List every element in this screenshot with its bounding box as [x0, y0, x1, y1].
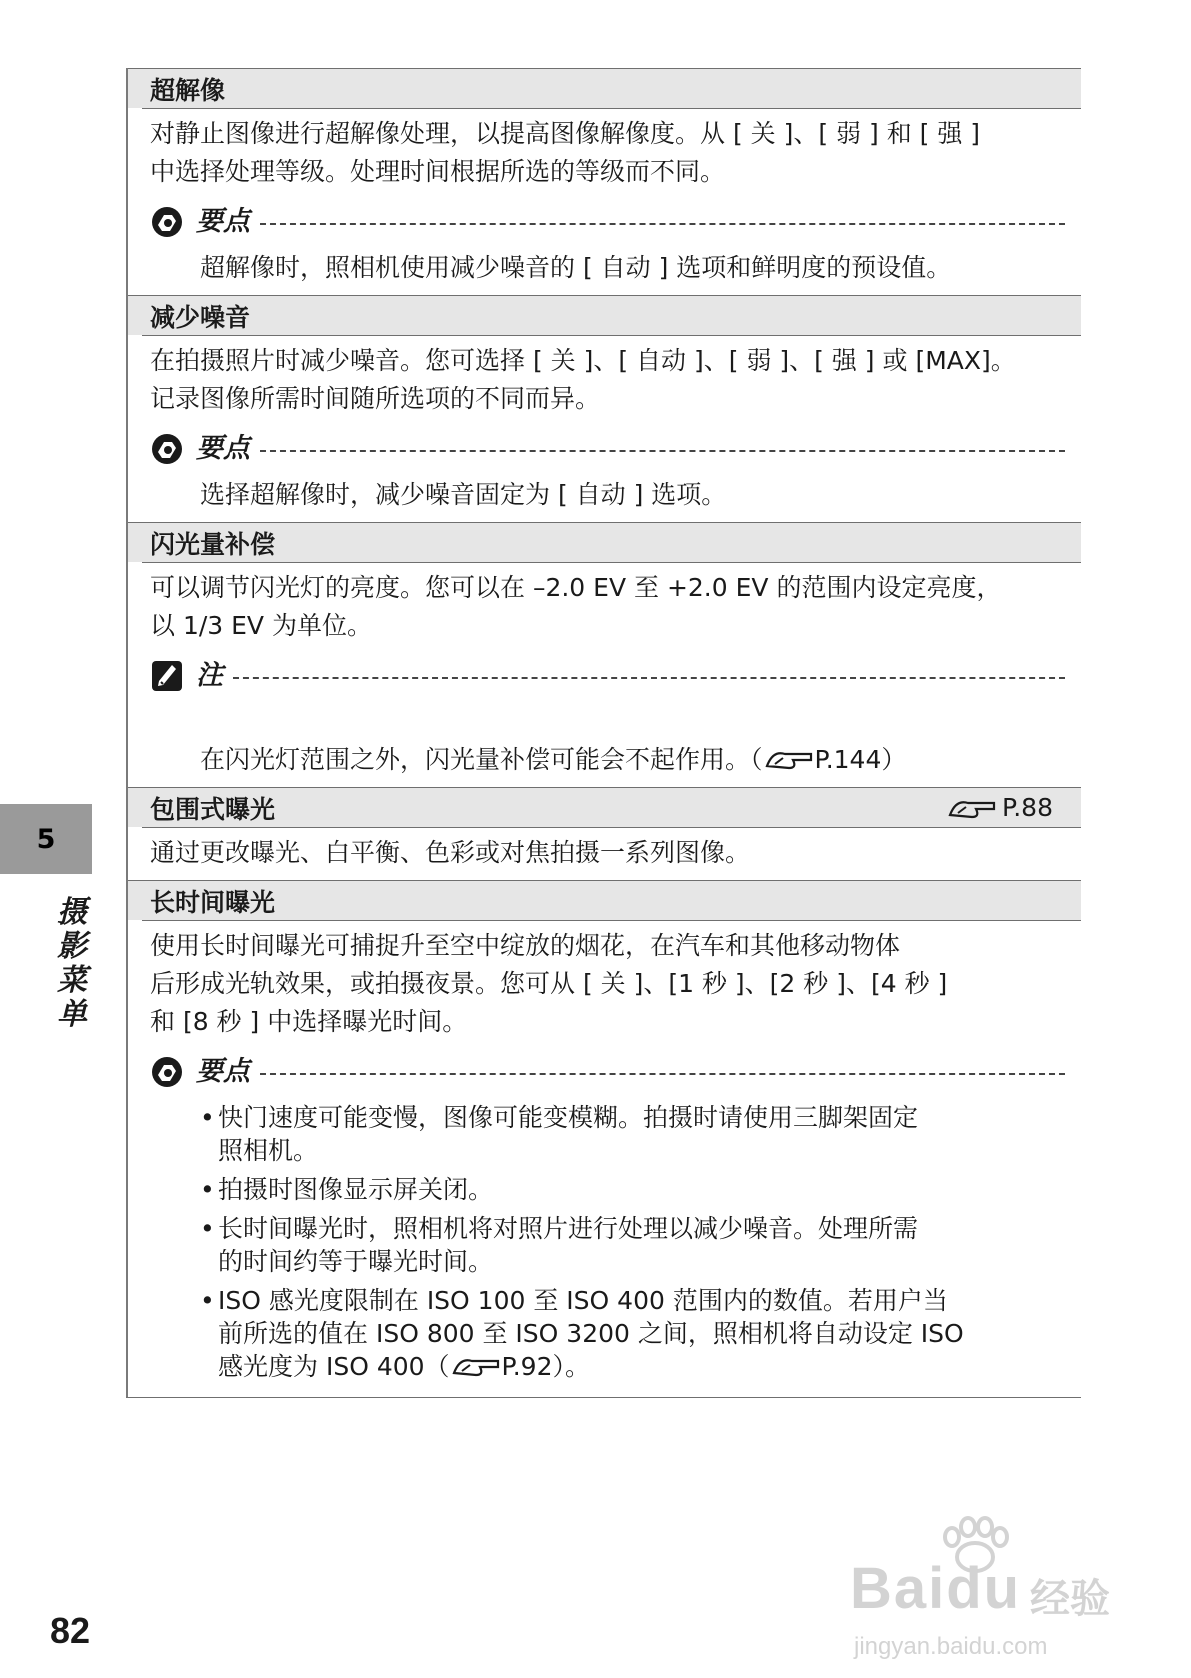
- tip-text: 超解像时，照相机使用减少噪音的 [ 自动 ] 选项和鲜明度的预设值。: [200, 253, 952, 282]
- tip-bullet-list: [200, 1101, 1073, 1383]
- section-header: [128, 880, 1081, 920]
- page-reference-icon: [946, 795, 998, 821]
- section-title: 长时间曝光: [150, 887, 276, 917]
- baidu-watermark: [850, 1515, 1130, 1665]
- section-page-ref[interactable]: [946, 793, 1081, 822]
- section-header: [128, 68, 1081, 108]
- watermark-sub: 经验: [1030, 1576, 1110, 1622]
- section-body: [142, 108, 1081, 295]
- page-number: 82: [50, 1610, 91, 1651]
- divider: [233, 677, 1065, 679]
- note-page-ref[interactable]: P.144: [814, 745, 882, 774]
- bullet-close: ）。: [552, 1352, 590, 1381]
- note-label: 注: [196, 660, 223, 691]
- divider: [126, 1397, 1081, 1398]
- list-item: [200, 1284, 1073, 1383]
- section-header: [128, 522, 1081, 562]
- note-text-body: 在闪光灯范围之外，闪光量补偿可能会不起作用。（: [200, 745, 763, 774]
- section-description: 在拍摄照片时减少噪音。您可选择 [ 关 ]、[ 自动 ]、[ 弱 ]、[ 强 ] 或 [MAX]。 记录图像所需时间随所选项的不同而异。: [150, 346, 1016, 413]
- camera-tip-icon: [150, 1055, 184, 1089]
- list-item: • 长时间曝光时，照相机将对照片进行处理以减少噪音。处理所需 的时间约等于曝光时间。: [200, 1212, 1073, 1278]
- section-description: 对静止图像进行超解像处理，以提高图像解像度。从 [ 关 ]、[ 弱 ] 和 [ 强 ] 中选择处理等级。处理时间根据所选的等级而不同。: [150, 119, 981, 186]
- section-header: [128, 787, 1081, 827]
- note-header: [150, 657, 1073, 695]
- tip-label: 要点: [196, 433, 250, 464]
- tip-label: 要点: [196, 206, 250, 237]
- camera-tip-icon: [150, 205, 184, 239]
- watermark-brand: Baidu: [850, 1556, 1022, 1621]
- camera-tip-icon: [150, 432, 184, 466]
- note-text: [200, 703, 1073, 779]
- section-description: 通过更改曝光、白平衡、色彩或对焦拍摄一系列图像。: [150, 838, 751, 867]
- tip-text: 选择超解像时，减少噪音固定为 [ 自动 ] 选项。: [200, 480, 727, 509]
- section-title: 包围式曝光: [150, 794, 276, 824]
- section-ref-text: P.88: [1002, 793, 1053, 822]
- tip-header: [150, 430, 1073, 468]
- watermark-url: jingyan.baidu.com: [854, 1633, 1048, 1660]
- section-title: 超解像: [150, 75, 226, 105]
- section-description: 使用长时间曝光可捕捉升至空中绽放的烟花，在汽车和其他移动物体 后形成光轨效果，或拍摄夜景。您可从 [ 关 ]、[1 秒 ]、[2 秒 ]、[4 秒 ] 和 [8 秒 ] 中选择曝光时间。: [150, 931, 948, 1036]
- section-title: 闪光量补偿: [150, 529, 276, 559]
- divider: [260, 223, 1065, 225]
- section-body: [142, 562, 1081, 787]
- settings-table: [126, 68, 1081, 1398]
- list-item: • 快门速度可能变慢，图像可能变模糊。拍摄时请使用三脚架固定 照相机。: [200, 1101, 1073, 1167]
- section-body: [142, 920, 1081, 1397]
- section-body: [142, 335, 1081, 522]
- tip-header: [150, 203, 1073, 241]
- section-description: 可以调节闪光灯的亮度。您可以在 –2.0 EV 至 +2.0 EV 的范围内设定亮度， 以 1/3 EV 为单位。: [150, 573, 1002, 640]
- tip-label: 要点: [196, 1056, 250, 1087]
- tip-header: [150, 1053, 1073, 1091]
- page-reference-icon: [763, 746, 815, 772]
- chapter-tab-number: 5: [0, 804, 92, 874]
- bullet-page-ref[interactable]: P.92: [501, 1352, 553, 1381]
- divider: [260, 450, 1065, 452]
- page-reference-icon: [450, 1353, 502, 1379]
- list-item: • 拍摄时图像显示屏关闭。: [200, 1173, 1073, 1206]
- list-item-text: ISO 感光度限制在 ISO 100 至 ISO 400 范围内的数值。若用户当 前所选的值在 ISO 800 至 ISO 3200 之间，照相机将自动设定 ISO 感光度为 ISO 400（: [218, 1286, 964, 1381]
- note-pencil-icon: [150, 659, 184, 693]
- section-header: [128, 295, 1081, 335]
- section-title: 减少噪音: [150, 302, 251, 332]
- section-body: [142, 827, 1081, 880]
- chapter-tab-title: 摄影菜单: [57, 895, 87, 1032]
- note-close: ）: [881, 745, 907, 774]
- divider: [260, 1073, 1065, 1075]
